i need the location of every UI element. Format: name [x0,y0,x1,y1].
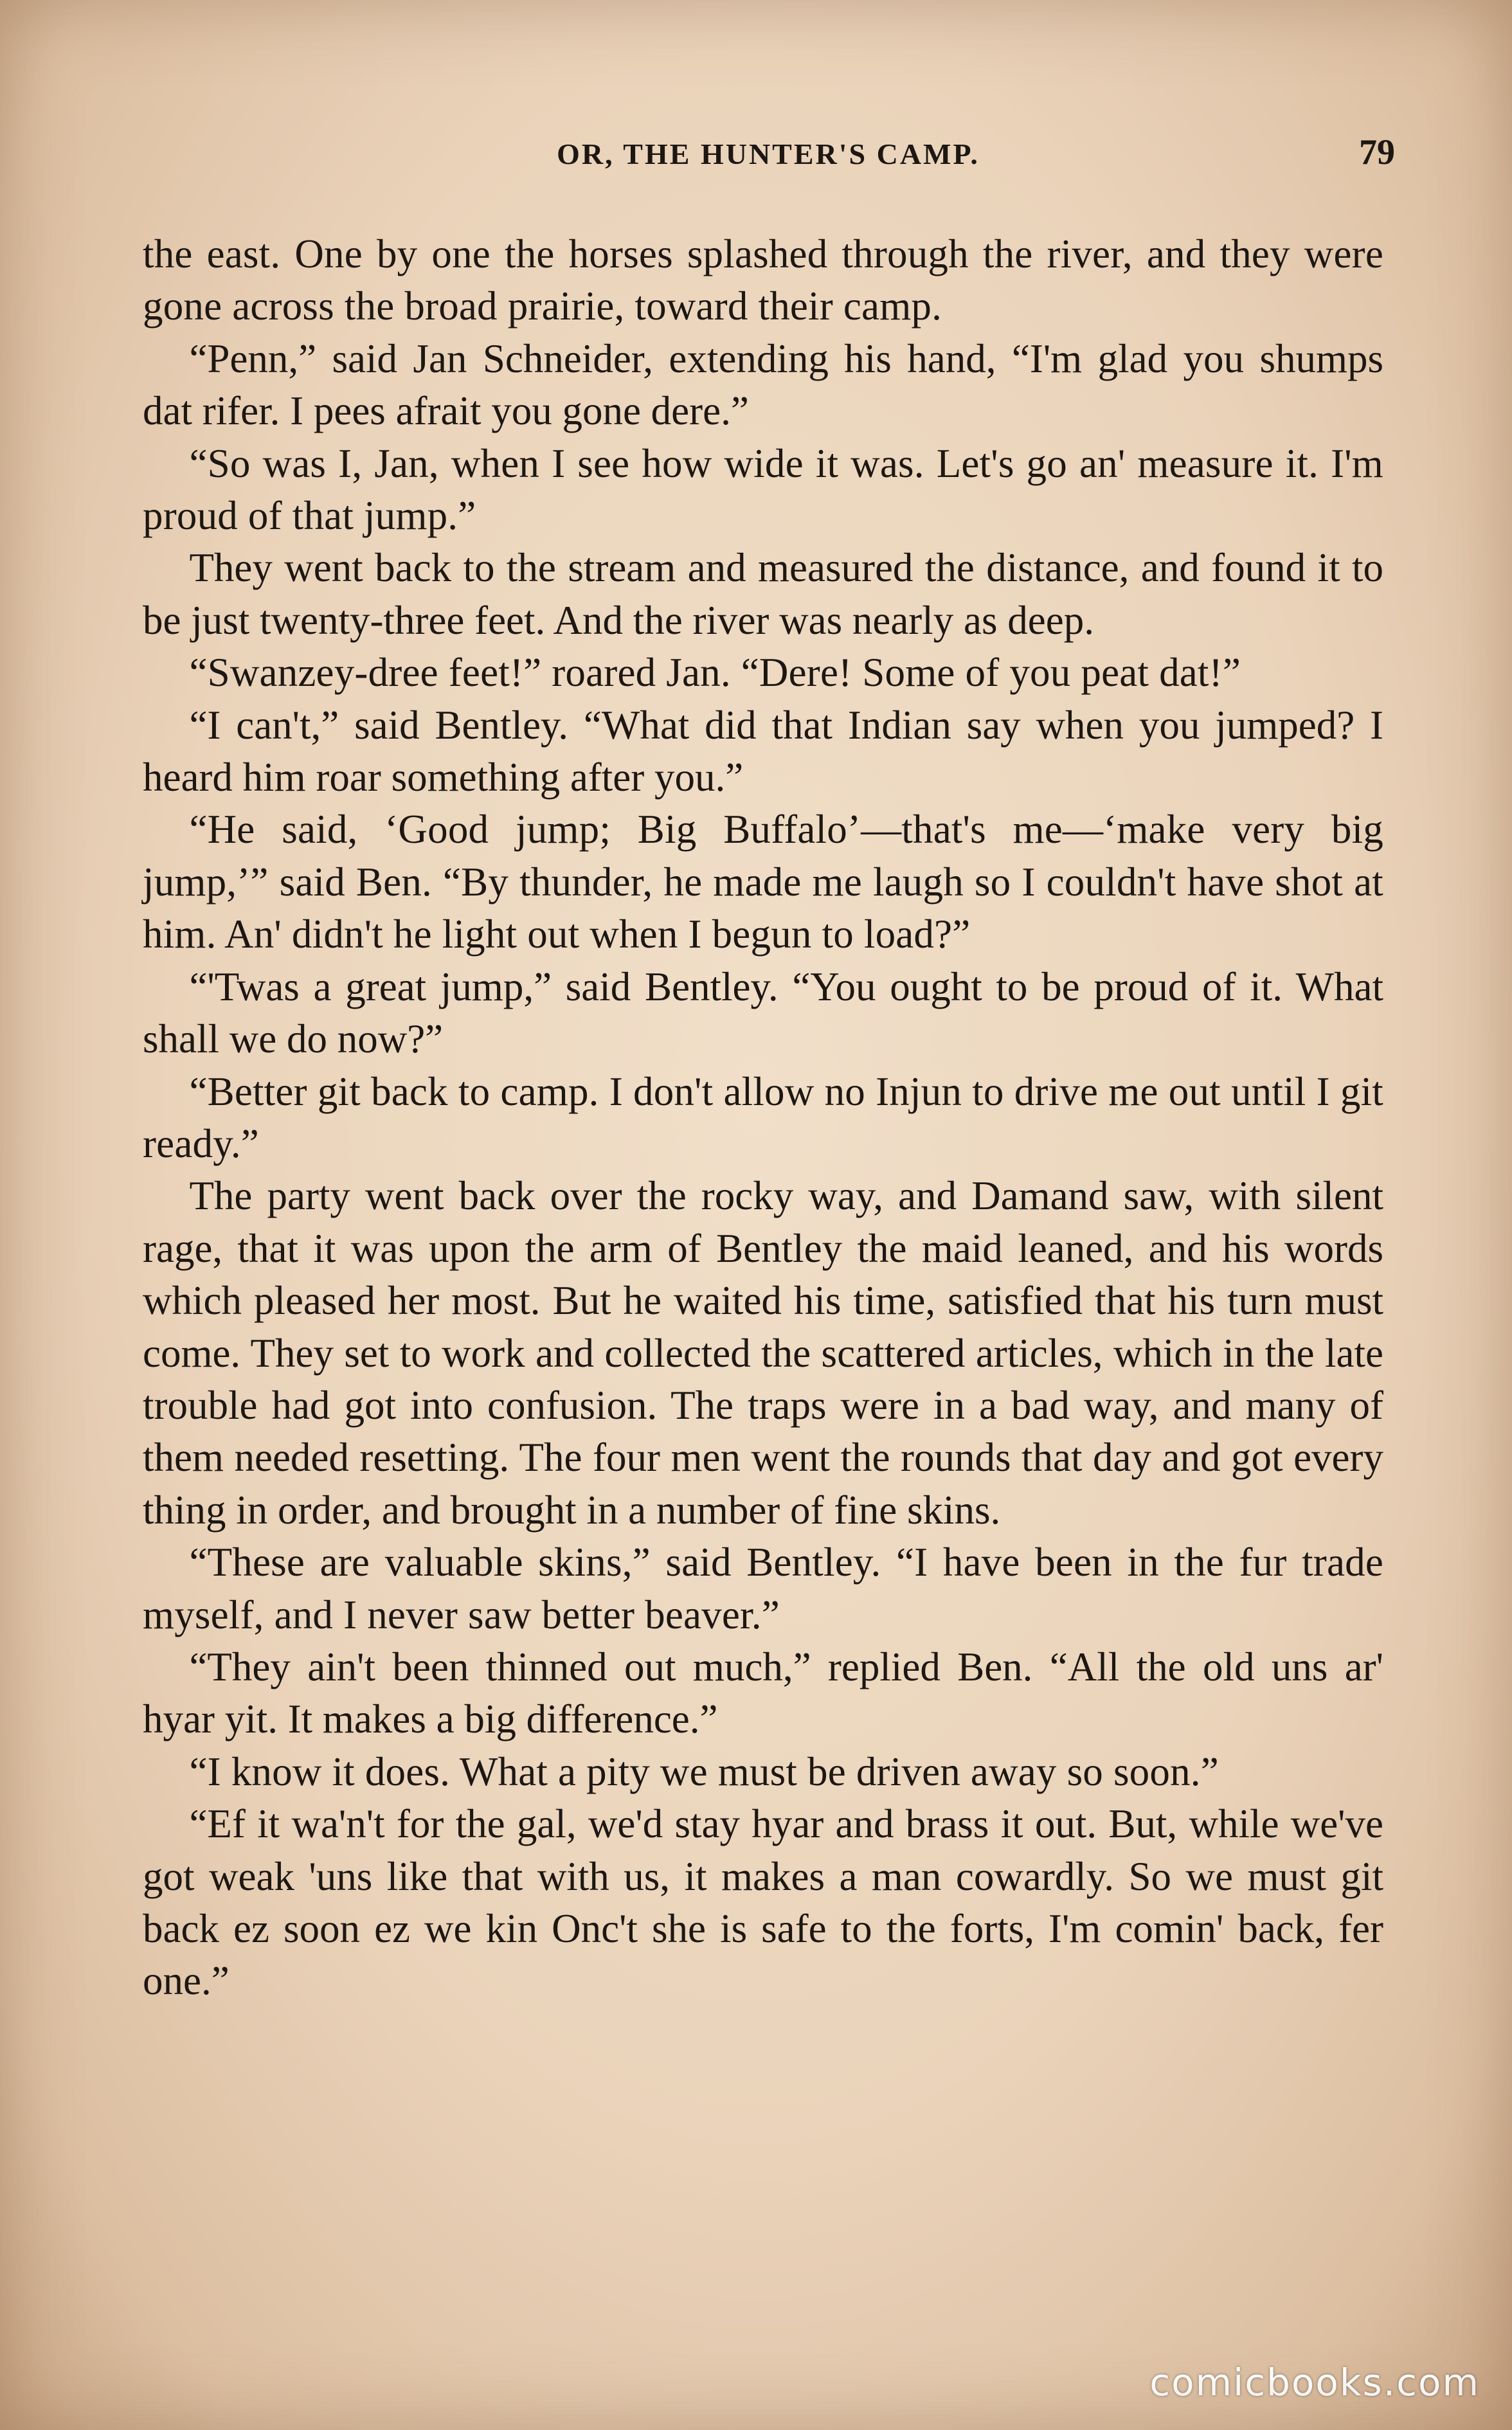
paragraph-11: “These are valuable skins,” said Bentley. “I have been in the fur trade myself, and I never saw better beaver.” [143,1540,1383,1637]
page-header [141,132,1395,183]
paragraph-14: “Ef it wa'n't for the gal, we'd stay hyar and brass it out. But, while we've got weak 'uns like that with us, it makes a man cowardly. So we must git back ez soon ez we kin Onc't she is safe to the forts, I'm comin' back, fer one.” [143,1801,1383,2004]
paragraph-6: “I can't,” said Bentley. “What did that Indian say when you jumped? I heard him roar something after you.” [143,702,1383,800]
page-number: 79 [1359,132,1395,172]
paragraph-10: The party went back over the rocky way, and Damand saw, with silent rage, that it was upon the arm of Bentley the maid leaned, and his words which pleased her most. But he waited his time, satisfied that his turn must come. They set to work and collected the scattered articles, which in the late trouble had got into confusion. The traps were in a bad way, and many of them needed resetting. The four men went the rounds that day and got every thing in order, and brought in a number of fine skins. [143,1173,1383,1533]
paragraph-13: “I know it does. What a pity we must be driven away so soon.” [189,1749,1219,1794]
paragraph-3: “So was I, Jan, when I see how wide it was. Let's go an' measure it. I'm proud of that jump.” [143,440,1383,539]
body-text [143,228,1383,2008]
paragraph-7: “He said, ‘Good jump; Big Buffalo’—that's me—‘make very big jump,’” said Ben. “By thunder, he made me laugh so I couldn't have shot at him. An' didn't he light out when I begun to load?” [143,807,1383,957]
running-head: OR, THE HUNTER'S CAMP. [557,138,980,170]
paragraph-4: They went back to the stream and measured the distance, and found it to be just twenty-three feet. And the river was nearly as deep. [143,545,1383,643]
paragraph-9: “Better git back to camp. I don't allow no Injun to drive me out until I git ready.” [143,1068,1383,1166]
paragraph-2: “Penn,” said Jan Schneider, extending his hand, “I'm glad you shumps dat rifer. I pees afrait you gone dere.” [143,336,1383,434]
paragraph-1: the east. One by one the horses splashed through the river, and they were gone across the broad prairie, toward their camp. [143,231,1383,329]
watermark-logo: comicbooks.com [1149,2361,1480,2404]
paragraph-12: “They ain't been thinned out much,” replied Ben. “All the old uns ar' hyar yit. It makes a big difference.” [143,1644,1383,1742]
paragraph-8: “'Twas a great jump,” said Bentley. “You ought to be proud of it. What shall we do now?” [143,964,1383,1062]
paragraph-5: “Swanzey-dree feet!” roared Jan. “Dere! Some of you peat dat!” [189,650,1241,696]
